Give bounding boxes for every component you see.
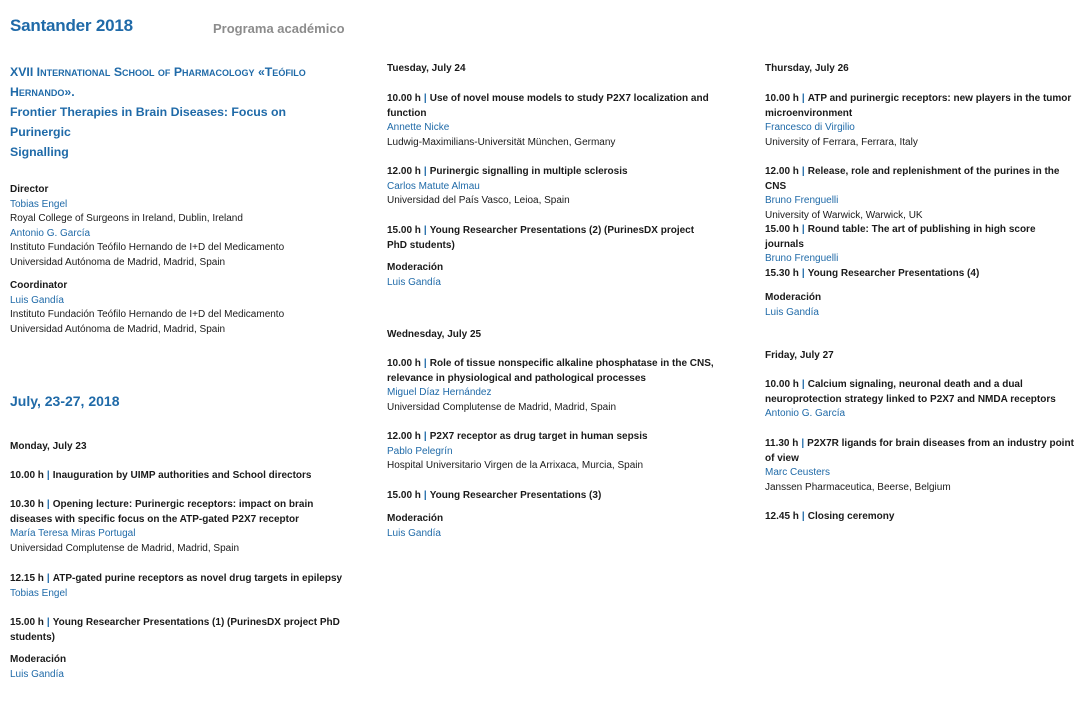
- event-mon-3: [10, 572, 355, 601]
- event-speaker: Carlos Matute Almau: [387, 180, 480, 192]
- event-title: Calcium signaling, neuronal death and a dual: [807, 379, 1023, 390]
- section-title: Programa académico: [213, 21, 345, 36]
- event-title: Inauguration by UIMP authorities and School directors: [52, 470, 312, 481]
- event-title-cont: PhD students): [387, 239, 455, 251]
- event-time: 12.00 h: [387, 166, 421, 177]
- event-fri-3: [765, 510, 1077, 525]
- event-affiliation: Hospital Universitario Virgen de la Arrixaca, Murcia, Spain: [387, 460, 644, 471]
- separator: |: [801, 93, 805, 104]
- event-affiliation: University of Warwick, Warwick, UK: [765, 209, 923, 221]
- separator: |: [46, 617, 50, 628]
- event-title: ATP and purinergic receptors: new players in the tumor: [807, 93, 1072, 104]
- separator: |: [801, 438, 805, 449]
- event-wed-3: [387, 489, 732, 504]
- event-title: Young Researcher Presentations (1) (PurinesDX project PhD: [52, 617, 340, 628]
- separator: |: [423, 490, 427, 501]
- event-wed-2: [387, 430, 732, 474]
- event-speaker: Annette Nicke: [387, 122, 450, 133]
- separator: |: [423, 431, 427, 442]
- school-number: XVII: [10, 65, 37, 79]
- event-wed-1: [387, 357, 732, 415]
- moderation-label: Moderación: [387, 262, 444, 273]
- separator: |: [46, 470, 50, 481]
- separator: |: [423, 93, 427, 104]
- event-speaker: Miguel Díaz Hernández: [387, 387, 492, 398]
- event-title: ATP-gated purine receptors as novel drug targets in epilepsy: [52, 573, 343, 584]
- event-speaker: Tobias Engel: [10, 587, 68, 599]
- event-time: 10.00 h: [10, 470, 44, 481]
- event-speaker: María Teresa Miras Portugal: [10, 528, 136, 539]
- event-speaker: Pablo Pelegrín: [387, 445, 453, 457]
- event-time: 12.45 h: [765, 511, 799, 522]
- day-title-friday: Friday, July 27: [765, 350, 834, 361]
- event-tue-1: [387, 92, 732, 150]
- event-title: Closing ceremony: [807, 511, 895, 522]
- event-title-cont: of view: [765, 452, 799, 464]
- event-title: P2X7 receptor as drug target in human sepsis: [429, 431, 648, 442]
- school-name: International School of Pharmacology «Teófilo Hernando».: [10, 65, 306, 99]
- event-title-cont: function: [387, 107, 427, 119]
- event-speaker: Francesco di Virgilio: [765, 122, 855, 133]
- director-label: Director: [10, 184, 49, 195]
- event-title-cont: diseases with specific focus on the ATP-gated P2X7 receptor: [10, 513, 299, 525]
- day-title-monday: Monday, July 23: [10, 441, 87, 452]
- event-affiliation: Janssen Pharmaceutica, Beerse, Belgium: [765, 481, 951, 493]
- event-time: 15.00 h: [387, 225, 421, 236]
- event-tue-2: [387, 165, 732, 209]
- event-time: 10.30 h: [10, 499, 44, 510]
- separator: |: [46, 499, 50, 510]
- event-title: Young Researcher Presentations (4): [807, 268, 980, 279]
- event-mon-1: [10, 469, 355, 484]
- separator: |: [801, 166, 805, 177]
- event-speaker: Bruno Frenguelli: [765, 253, 839, 264]
- school-title: [10, 62, 350, 162]
- director-aff-2b: Universidad Autónoma de Madrid, Madrid, Spain: [10, 256, 226, 268]
- coordinator-block: [10, 279, 284, 337]
- director-aff-1: Royal College of Surgeons in Ireland, Dublin, Ireland: [10, 213, 243, 224]
- event-fri-1: [765, 378, 1077, 422]
- event-thu-2: [765, 165, 1077, 223]
- event-affiliation: Universidad Complutense de Madrid, Madrid, Spain: [10, 542, 240, 554]
- moderation-mon: [10, 653, 355, 682]
- day-title-wednesday: Wednesday, July 25: [387, 329, 482, 340]
- coordinator-aff-1: Instituto Fundación Teófilo Hernando de I+D del Medicamento: [10, 309, 285, 320]
- event-title: Release, role and replenishment of the purines in the CNS: [765, 166, 1060, 192]
- school-line3: Signalling: [10, 145, 69, 159]
- separator: |: [423, 225, 427, 236]
- event-title-cont: students): [10, 631, 55, 643]
- event-title: Young Researcher Presentations (2) (PurinesDX project: [429, 225, 695, 236]
- event-affiliation: University of Ferrara, Ferrara, Italy: [765, 136, 918, 148]
- event-time: 15.30 h: [765, 268, 799, 279]
- event-title: Round table: The art of publishing in high score journals: [765, 224, 1036, 250]
- director-name-1: Tobias Engel: [10, 198, 68, 210]
- event-affiliation: Ludwig-Maximilians-Universität München, Germany: [387, 136, 616, 148]
- coordinator-label: Coordinator: [10, 280, 68, 291]
- moderation-label: Moderación: [765, 292, 822, 303]
- moderation-tue: [387, 261, 732, 290]
- moderation-name: Luis Gandía: [387, 527, 441, 539]
- event-time: 15.00 h: [387, 490, 421, 501]
- event-time: 12.00 h: [765, 166, 799, 177]
- separator: |: [423, 358, 427, 369]
- event-title: Purinergic signalling in multiple sclerosis: [429, 166, 628, 177]
- event-title-cont: neuroprotection strategy linked to P2X7 and NMDA receptors: [765, 393, 1056, 405]
- separator: |: [801, 379, 805, 390]
- event-thu-3: [765, 223, 1077, 267]
- moderation-label: Moderación: [387, 513, 444, 524]
- separator: |: [801, 268, 805, 279]
- event-title: Opening lecture: Purinergic receptors: impact on brain: [52, 499, 314, 510]
- event-time: 15.00 h: [765, 224, 799, 235]
- event-time: 11.30 h: [765, 438, 799, 449]
- event-time: 10.00 h: [765, 379, 799, 390]
- event-speaker: Antonio G. García: [765, 408, 846, 419]
- moderation-thu: [765, 291, 1077, 320]
- separator: |: [423, 166, 427, 177]
- separator: |: [46, 573, 50, 584]
- event-mon-4: [10, 616, 355, 645]
- event-time: 10.00 h: [387, 93, 421, 104]
- event-thu-4: [765, 267, 1077, 282]
- event-time: 15.00 h: [10, 617, 44, 628]
- event-speaker: Marc Ceusters: [765, 467, 831, 478]
- director-block: [10, 183, 284, 270]
- coordinator-name: Luis Gandía: [10, 294, 64, 306]
- event-title: Role of tissue nonspecific alkaline phosphatase in the CNS,: [429, 358, 714, 369]
- separator: |: [801, 511, 805, 522]
- event-time: 12.00 h: [387, 431, 421, 442]
- event-affiliation: Universidad del País Vasco, Leioa, Spain: [387, 195, 570, 206]
- event-tue-3: [387, 224, 732, 253]
- director-aff-2a: Instituto Fundación Teófilo Hernando de I+D del Medicamento: [10, 242, 285, 253]
- moderation-name: Luis Gandía: [387, 276, 441, 288]
- event-title: P2X7R ligands for brain diseases from an industry point: [807, 438, 1074, 449]
- separator: |: [801, 224, 805, 235]
- moderation-label: Moderación: [10, 654, 67, 665]
- event-time: 10.00 h: [765, 93, 799, 104]
- brand-title: Santander 2018: [10, 16, 133, 35]
- event-title-cont: microenvironment: [765, 107, 853, 119]
- day-title-thursday: Thursday, July 26: [765, 63, 849, 74]
- event-fri-2: [765, 437, 1077, 495]
- event-title: Use of novel mouse models to study P2X7 localization and: [429, 93, 709, 104]
- event-speaker: Bruno Frenguelli: [765, 195, 839, 206]
- director-name-2: Antonio G. García: [10, 227, 91, 239]
- moderation-wed: [387, 512, 732, 541]
- moderation-name: Luis Gandía: [765, 306, 819, 318]
- event-affiliation: Universidad Complutense de Madrid, Madrid, Spain: [387, 401, 617, 413]
- event-time: 10.00 h: [387, 358, 421, 369]
- event-time: 12.15 h: [10, 573, 44, 584]
- event-thu-1: [765, 92, 1077, 150]
- school-line2: Frontier Therapies in Brain Diseases: Focus on Purinergic: [10, 105, 287, 139]
- dates-title: July, 23-27, 2018: [10, 393, 120, 409]
- day-title-tuesday: Tuesday, July 24: [387, 63, 466, 74]
- coordinator-aff-2: Universidad Autónoma de Madrid, Madrid, Spain: [10, 323, 226, 335]
- moderation-name: Luis Gandía: [10, 668, 64, 680]
- event-title-cont: relevance in physiological and pathological processes: [387, 372, 646, 384]
- event-title: Young Researcher Presentations (3): [429, 490, 602, 501]
- event-mon-2: [10, 498, 355, 556]
